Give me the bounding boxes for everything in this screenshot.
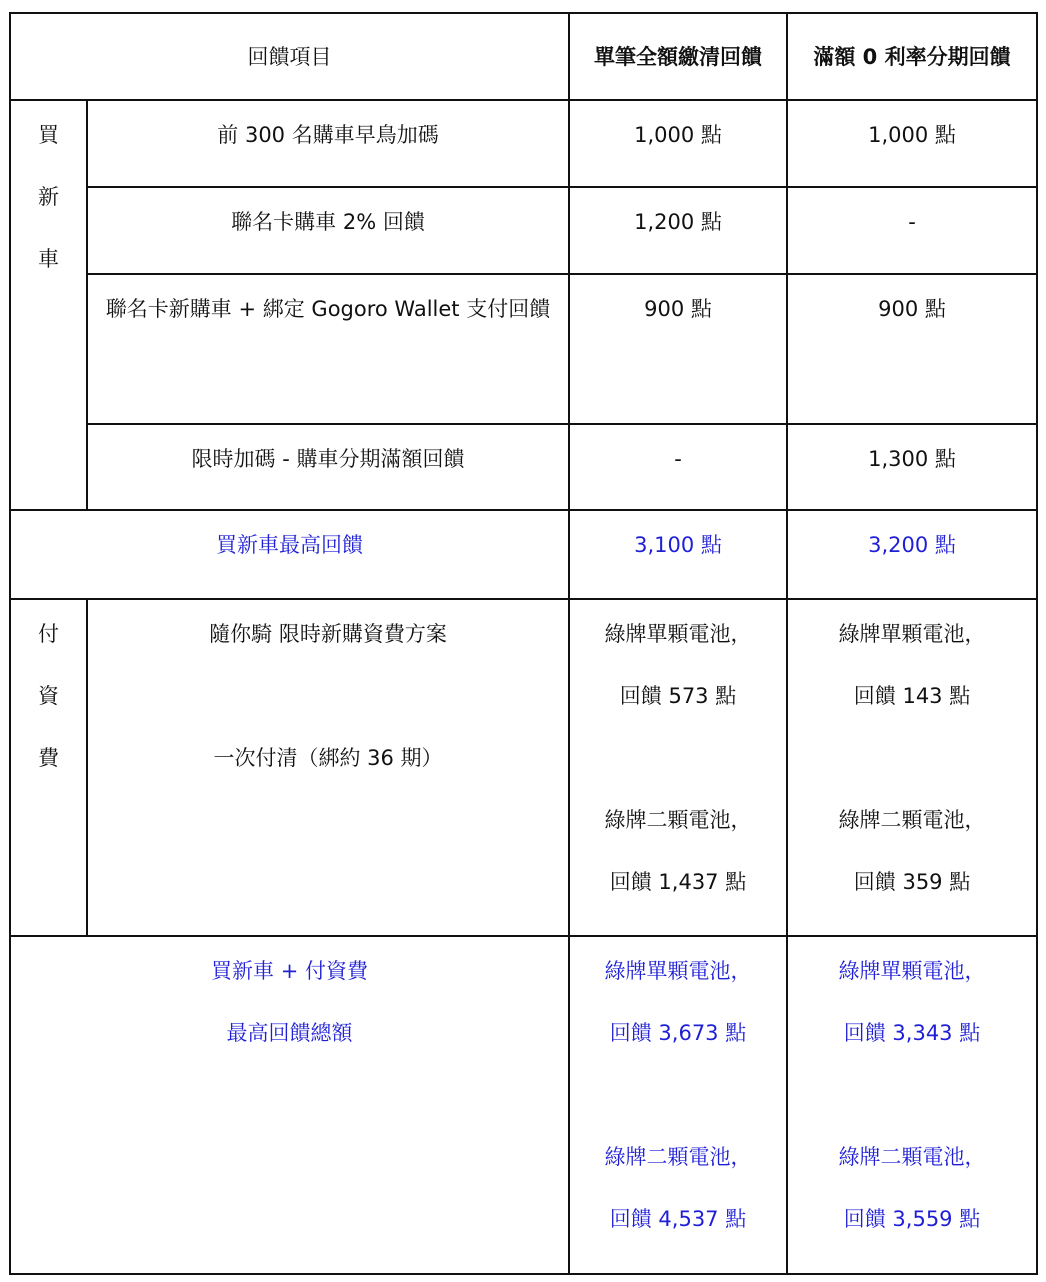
battery-single-label: 綠牌單顆電池， [838,622,986,646]
battery-single-value: 回饋 143 點 [853,684,971,708]
item-cell: 聯名卡新購車 + 綁定 Gogoro Wallet 支付回饋 [87,274,569,424]
tariff-row [10,599,1037,936]
group-label-new-car [10,100,87,510]
tariff-full-cell [569,599,787,936]
battery-double-value: 回饋 4,537 點 [609,1207,747,1231]
group-label-char: 買 [38,123,59,147]
total-label-line1: 買新車 + 付資費 [211,959,368,983]
battery-single-value: 回饋 573 點 [619,684,737,708]
item-cell: 限時加碼 - 購車分期滿額回饋 [87,424,569,510]
header-installment: 滿額 0 利率分期回饋 [787,13,1037,100]
total-label-line2: 最高回饋總額 [226,1021,353,1045]
new-car-max-row [10,510,1037,599]
installment-value-cell: - [787,187,1037,274]
table-row [10,274,1037,424]
total-installment-cell [787,936,1037,1274]
battery-single-value: 回饋 3,673 點 [609,1021,747,1045]
table-row [10,187,1037,274]
group-label-char: 費 [38,746,59,770]
group-label-char: 資 [38,684,59,708]
total-row [10,936,1037,1274]
full-value-cell: - [569,424,787,510]
total-label-cell [10,936,569,1274]
tariff-plan-subtitle: 一次付清（綁約 36 期） [213,746,443,770]
group-label-char: 付 [38,622,59,646]
tariff-plan-cell [87,599,569,936]
group-label-tariff [10,599,87,936]
group-label-char: 車 [38,247,59,271]
battery-double-label: 綠牌二顆電池， [604,1145,752,1169]
battery-double-value: 回饋 3,559 點 [843,1207,981,1231]
header-full-payment: 單筆全額繳清回饋 [569,13,787,100]
header-item: 回饋項目 [10,13,569,100]
battery-single-value: 回饋 3,343 點 [843,1021,981,1045]
item-cell: 聯名卡購車 2% 回饋 [87,187,569,274]
battery-single-label: 綠牌單顆電池， [604,622,752,646]
battery-double-label: 綠牌二顆電池， [838,808,986,832]
full-value-cell: 1,000 點 [569,100,787,187]
table-row [10,424,1037,510]
battery-double-label: 綠牌二顆電池， [838,1145,986,1169]
installment-value-cell: 900 點 [787,274,1037,424]
header-row [10,13,1037,100]
item-cell: 前 300 名購車早鳥加碼 [87,100,569,187]
tariff-installment-cell [787,599,1037,936]
battery-double-label: 綠牌二顆電池， [604,808,752,832]
full-value-cell: 1,200 點 [569,187,787,274]
tariff-plan-title: 隨你騎 限時新購資費方案 [209,622,447,646]
new-car-max-installment: 3,200 點 [787,510,1037,599]
battery-double-value: 回饋 1,437 點 [609,870,747,894]
new-car-max-label: 買新車最高回饋 [10,510,569,599]
table-row [10,100,1037,187]
full-value-cell: 900 點 [569,274,787,424]
group-label-char: 新 [38,185,59,209]
rebate-table [9,12,1038,1275]
total-full-cell [569,936,787,1274]
battery-single-label: 綠牌單顆電池， [604,959,752,983]
installment-value-cell: 1,300 點 [787,424,1037,510]
installment-value-cell: 1,000 點 [787,100,1037,187]
battery-single-label: 綠牌單顆電池， [838,959,986,983]
new-car-max-full: 3,100 點 [569,510,787,599]
battery-double-value: 回饋 359 點 [853,870,971,894]
